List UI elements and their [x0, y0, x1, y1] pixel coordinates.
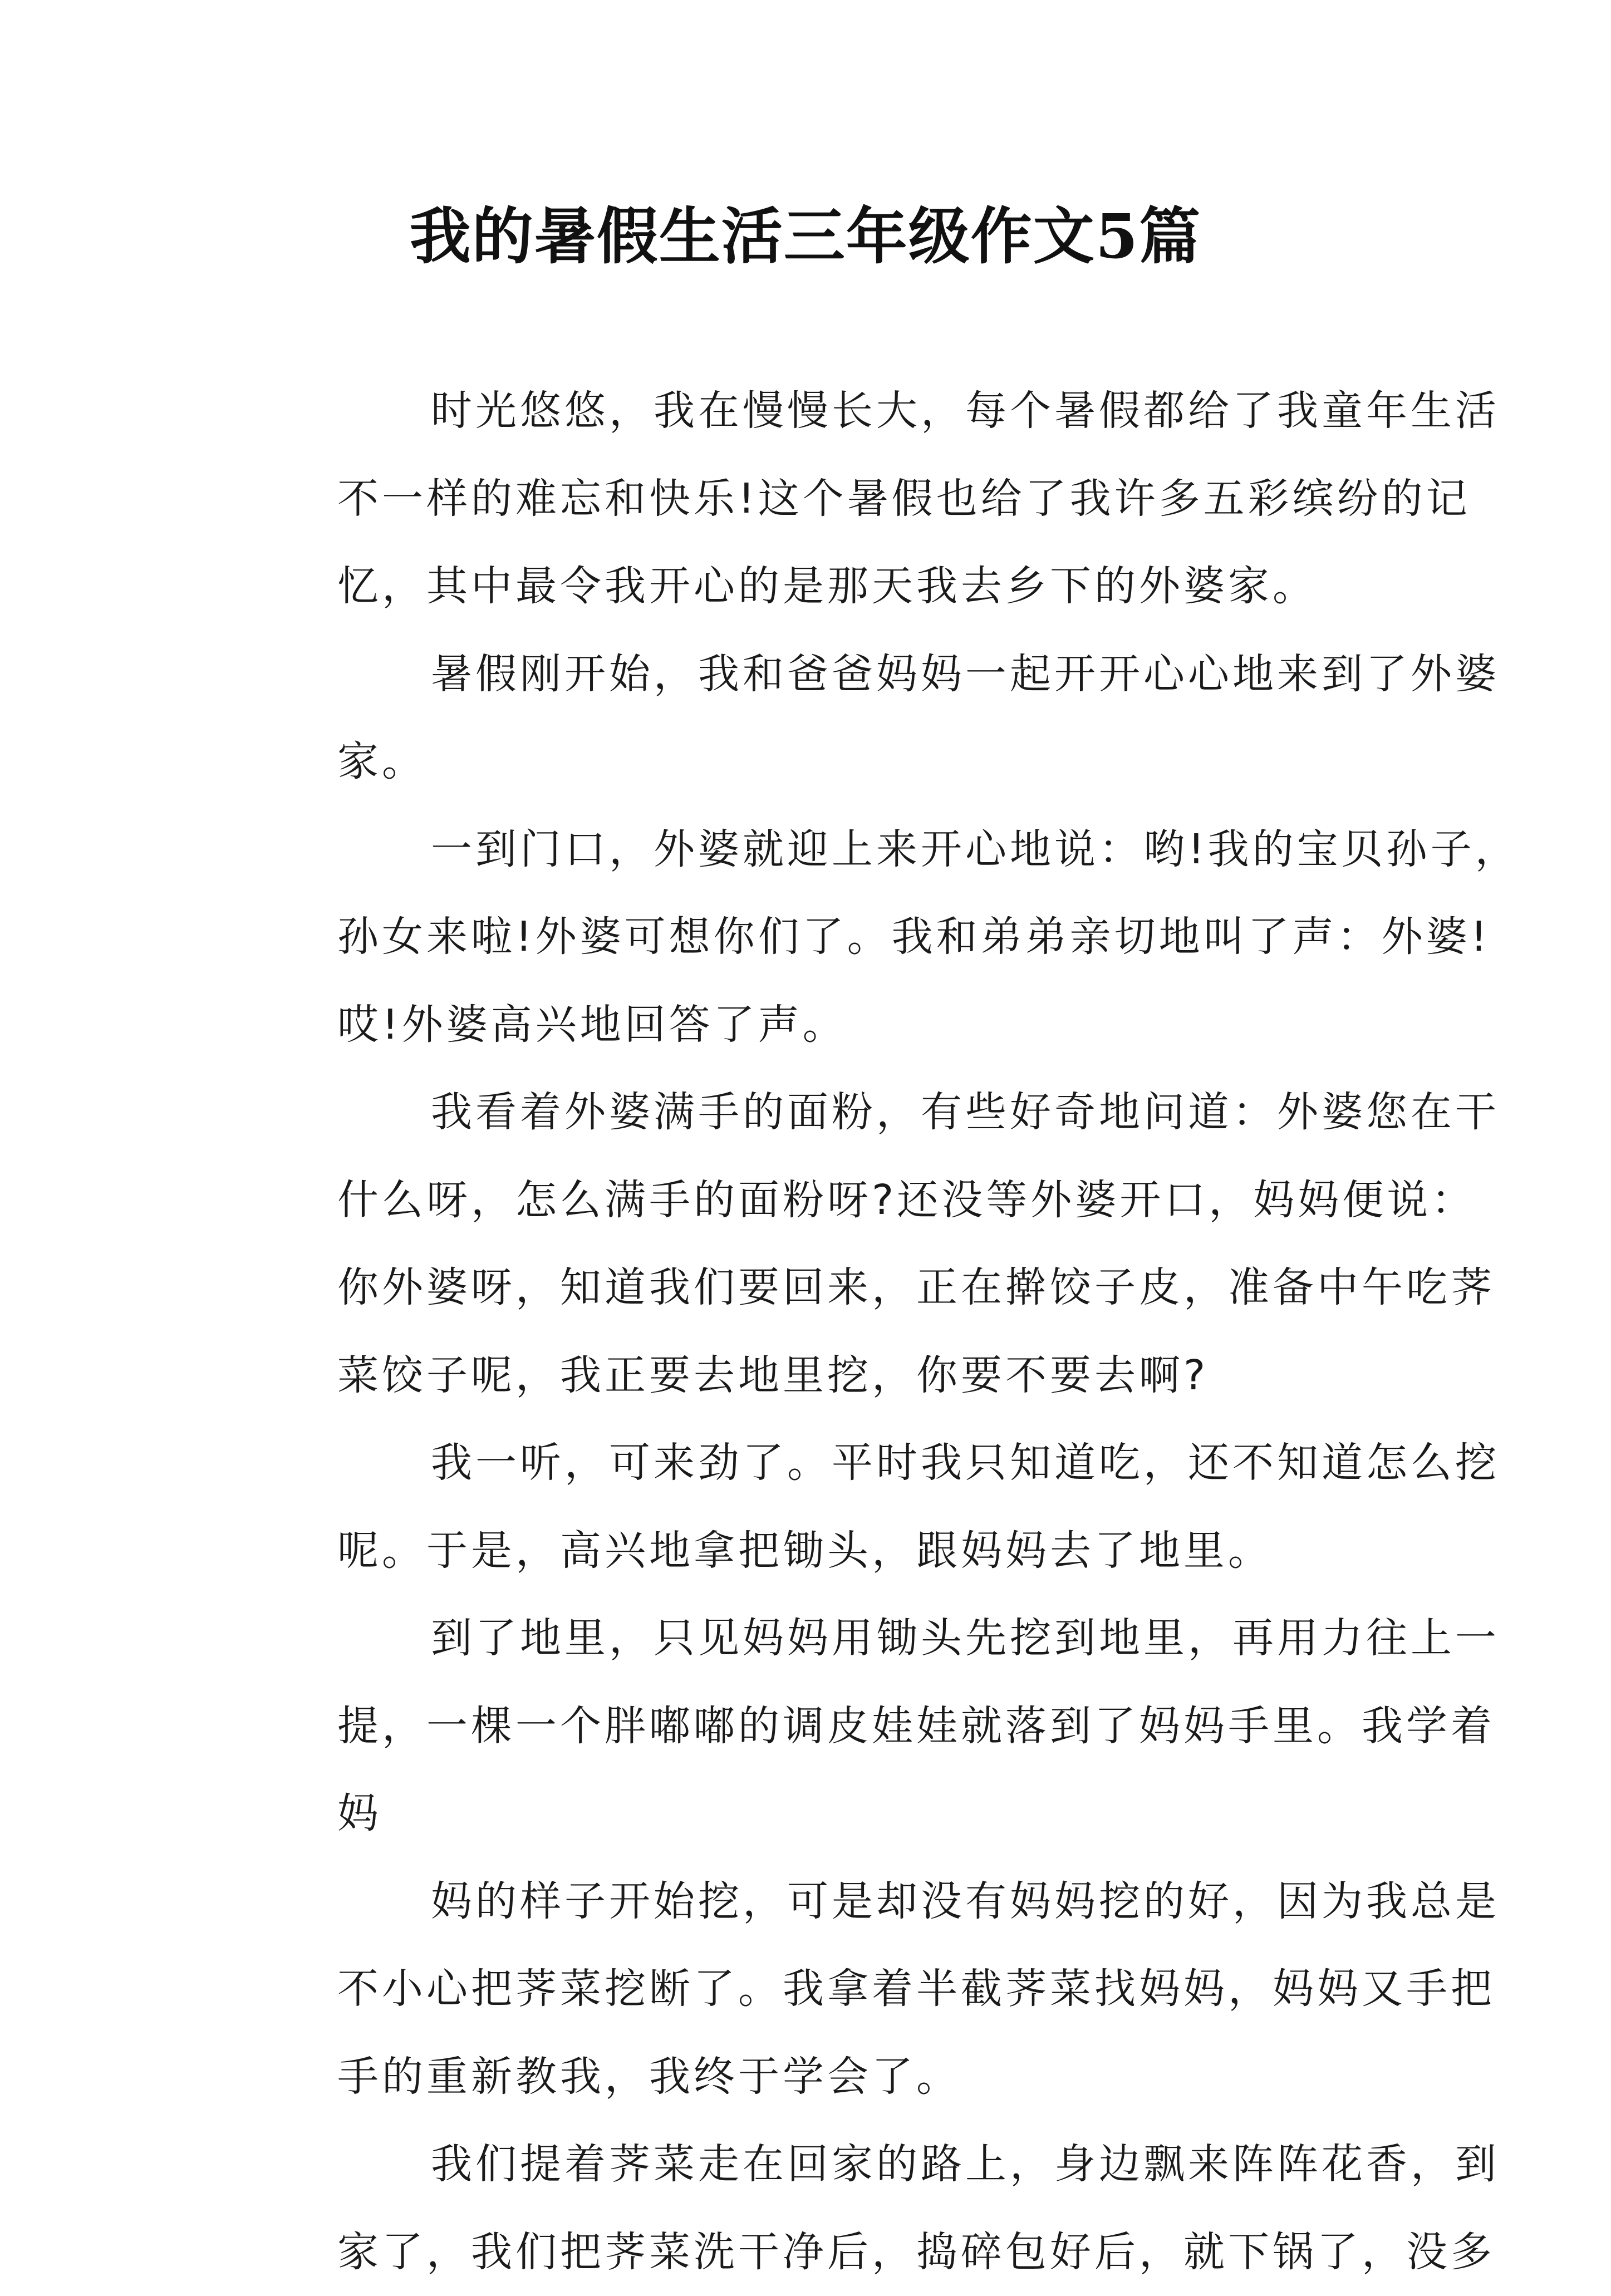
paragraph — [244, 1069, 1384, 1419]
paragraph — [244, 2121, 1384, 2296]
text-line: 一到门口，外婆就迎上来开心地说：哟!我的宝贝孙子， — [244, 806, 1384, 894]
paragraph — [244, 806, 1384, 1069]
text-line: 暑假刚开始，我和爸爸妈妈一起开开心心地来到了外婆 — [244, 631, 1384, 719]
text-line: 我看着外婆满手的面粉，有些好奇地问道：外婆您在干 — [244, 1069, 1384, 1157]
text-line: 妈 — [244, 1770, 1384, 1858]
text-line: 孙女来啦!外婆可想你们了。我和弟弟亲切地叫了声：外婆! — [244, 893, 1384, 981]
text-line: 提，一棵一个胖嘟嘟的调皮娃娃就落到了妈妈手里。我学着 — [244, 1683, 1384, 1771]
text-line: 我们提着荠菜走在回家的路上，身边飘来阵阵花香，到 — [244, 2121, 1384, 2209]
text-line: 家了，我们把荠菜洗干净后，捣碎包好后，就下锅了，没多 — [244, 2209, 1384, 2296]
text-line: 家。 — [244, 718, 1384, 806]
document-title: 我的暑假生活三年级作文5篇 — [0, 192, 1611, 281]
document-body — [244, 367, 1384, 2296]
paragraph — [244, 631, 1384, 806]
text-line: 菜饺子呢，我正要去地里挖，你要不要去啊? — [244, 1332, 1384, 1420]
text-line: 妈的样子开始挖，可是却没有妈妈挖的好，因为我总是 — [244, 1858, 1384, 1946]
text-line: 手的重新教我，我终于学会了。 — [244, 2033, 1384, 2121]
paragraph — [244, 1419, 1384, 1595]
text-line: 我一听，可来劲了。平时我只知道吃，还不知道怎么挖 — [244, 1419, 1384, 1507]
paragraph — [244, 367, 1384, 631]
paragraph — [244, 1595, 1384, 1858]
text-line: 忆，其中最令我开心的是那天我去乡下的外婆家。 — [244, 543, 1384, 631]
text-line: 时光悠悠，我在慢慢长大，每个暑假都给了我童年生活 — [244, 367, 1384, 455]
text-line: 哎!外婆高兴地回答了声。 — [244, 981, 1384, 1069]
text-line: 到了地里，只见妈妈用锄头先挖到地里，再用力往上一 — [244, 1595, 1384, 1683]
text-line: 你外婆呀，知道我们要回来，正在擀饺子皮，准备中午吃荠 — [244, 1244, 1384, 1332]
paragraph — [244, 1858, 1384, 2121]
text-line: 什么呀，怎么满手的面粉呀?还没等外婆开口，妈妈便说： — [244, 1157, 1384, 1245]
text-line: 不一样的难忘和快乐!这个暑假也给了我许多五彩缤纷的记 — [244, 455, 1384, 543]
text-line: 不小心把荠菜挖断了。我拿着半截荠菜找妈妈，妈妈又手把 — [244, 1945, 1384, 2033]
text-line: 呢。于是，高兴地拿把锄头，跟妈妈去了地里。 — [244, 1507, 1384, 1595]
